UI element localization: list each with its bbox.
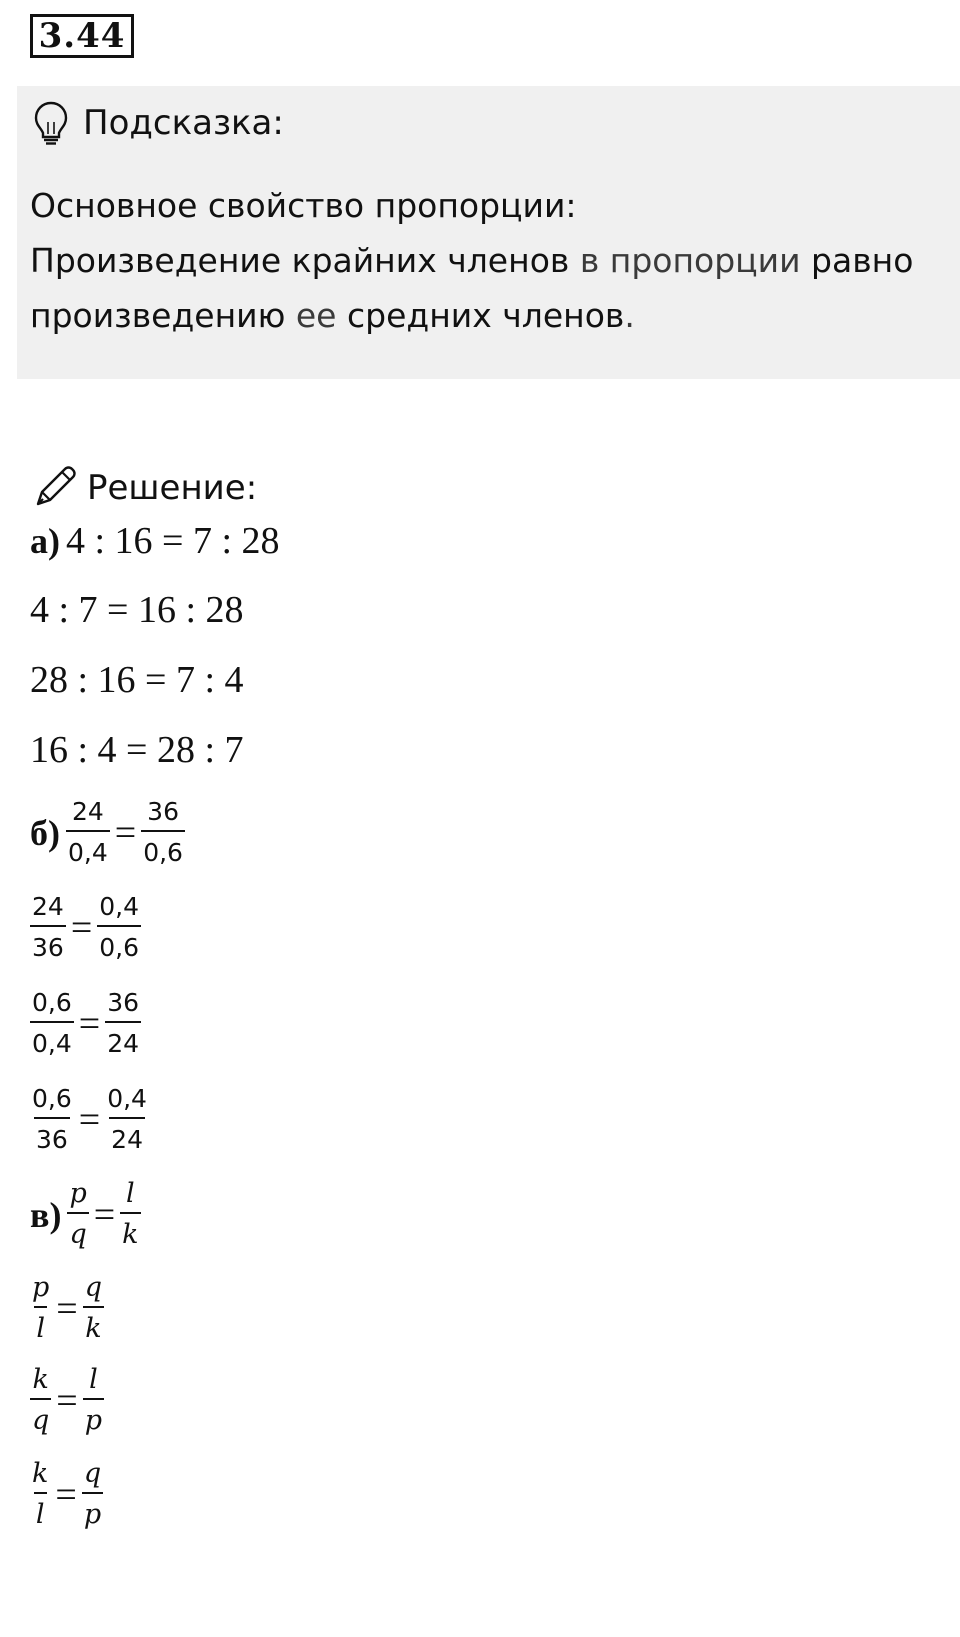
denominator: k	[120, 1212, 140, 1251]
part-a-line-4: 16 : 4 = 28 : 7	[30, 729, 244, 771]
part-b-label: б)	[30, 812, 60, 853]
numerator: p	[69, 1178, 87, 1209]
denominator: 0,6	[97, 925, 141, 964]
fraction	[83, 1272, 104, 1345]
hint-line-2	[30, 233, 944, 288]
numerator: 24	[71, 797, 104, 826]
lightbulb-icon	[33, 100, 69, 146]
fraction	[30, 1458, 50, 1531]
numerator: k	[32, 1364, 49, 1395]
hint-plain-2: ее	[285, 296, 347, 335]
numerator: p	[32, 1272, 50, 1303]
numerator: l	[126, 1178, 135, 1209]
fraction	[141, 796, 185, 869]
equals-sign: =	[78, 1098, 101, 1141]
numerator: 36	[107, 988, 140, 1017]
equals-sign: =	[114, 811, 137, 854]
denominator: 0,6	[141, 830, 185, 869]
hint-bold-2: равно	[811, 241, 914, 280]
fraction	[66, 796, 110, 869]
equals-sign: =	[93, 1193, 116, 1236]
fraction	[30, 1272, 51, 1345]
denominator: 0,4	[30, 1021, 74, 1060]
fraction	[120, 1178, 140, 1251]
numerator: 0,6	[32, 988, 72, 1017]
fraction	[30, 1364, 51, 1437]
fraction	[67, 1178, 88, 1251]
denominator: p	[82, 1492, 103, 1531]
denominator: l	[34, 1306, 47, 1345]
fraction	[30, 987, 74, 1060]
numerator: 36	[147, 797, 179, 826]
hint-period: .	[624, 296, 635, 335]
hint-plain-1: в пропорции	[569, 241, 812, 280]
part-c-label: в)	[30, 1194, 62, 1235]
fraction	[30, 891, 66, 964]
part-b-row-2	[30, 891, 141, 964]
hint-title: Подсказка:	[83, 103, 284, 143]
denominator: 36	[30, 925, 66, 964]
denominator: p	[83, 1398, 104, 1437]
equals-sign: =	[55, 1473, 77, 1516]
denominator: 0,4	[66, 830, 110, 869]
part-c-row-4	[30, 1458, 103, 1531]
denominator: 24	[109, 1117, 145, 1156]
part-a-line-3: 28 : 16 = 7 : 4	[30, 659, 244, 701]
equals-sign: =	[56, 1287, 78, 1330]
numerator: l	[89, 1364, 98, 1395]
hint-panel	[17, 86, 960, 379]
equals-sign: =	[78, 1002, 101, 1045]
fraction	[82, 1458, 103, 1531]
equals-sign: =	[70, 906, 93, 949]
numerator: q	[84, 1272, 103, 1303]
numerator: 24	[32, 892, 64, 921]
part-c-row-3	[30, 1364, 104, 1437]
part-b-row-3	[30, 987, 141, 1060]
denominator: l	[34, 1492, 47, 1531]
fraction	[105, 987, 141, 1060]
numerator: 0,4	[99, 892, 140, 921]
numerator: 0,4	[107, 1084, 147, 1113]
equals-sign: =	[56, 1379, 78, 1422]
numerator: q	[83, 1458, 102, 1489]
fraction	[30, 1083, 74, 1156]
part-b-row-1	[30, 796, 185, 869]
problem-number: 3.44	[30, 14, 134, 58]
part-a-line-1	[30, 519, 280, 563]
hint-text	[30, 178, 944, 343]
denominator: 36	[34, 1117, 70, 1156]
solution-title: Решение:	[87, 468, 258, 508]
denominator: 24	[105, 1021, 141, 1060]
fraction	[97, 891, 141, 964]
pencil-icon	[33, 463, 79, 513]
denominator: k	[83, 1306, 103, 1345]
part-a-line-2: 4 : 7 = 16 : 28	[30, 589, 244, 631]
solution-header	[33, 463, 257, 513]
hint-bold-3: произведению	[30, 296, 286, 335]
hint-bold-4: средних членов	[346, 296, 625, 335]
fraction	[83, 1364, 104, 1437]
numerator: 0,6	[32, 1084, 72, 1113]
hint-line-3	[30, 288, 944, 343]
fraction	[105, 1083, 149, 1156]
part-c-row-1	[30, 1178, 141, 1251]
hint-header	[33, 100, 284, 146]
hint-bold-1: Произведение крайних членов	[30, 241, 570, 280]
denominator: q	[67, 1212, 88, 1251]
numerator: k	[32, 1458, 49, 1489]
denominator: q	[30, 1398, 51, 1437]
part-c-row-2	[30, 1272, 104, 1345]
part-a-label: а)	[30, 521, 60, 561]
hint-line-1: Основное свойство пропорции:	[30, 186, 577, 225]
part-a-eq-1: 4 : 16 = 7 : 28	[66, 520, 280, 562]
part-b-row-4	[30, 1083, 149, 1156]
